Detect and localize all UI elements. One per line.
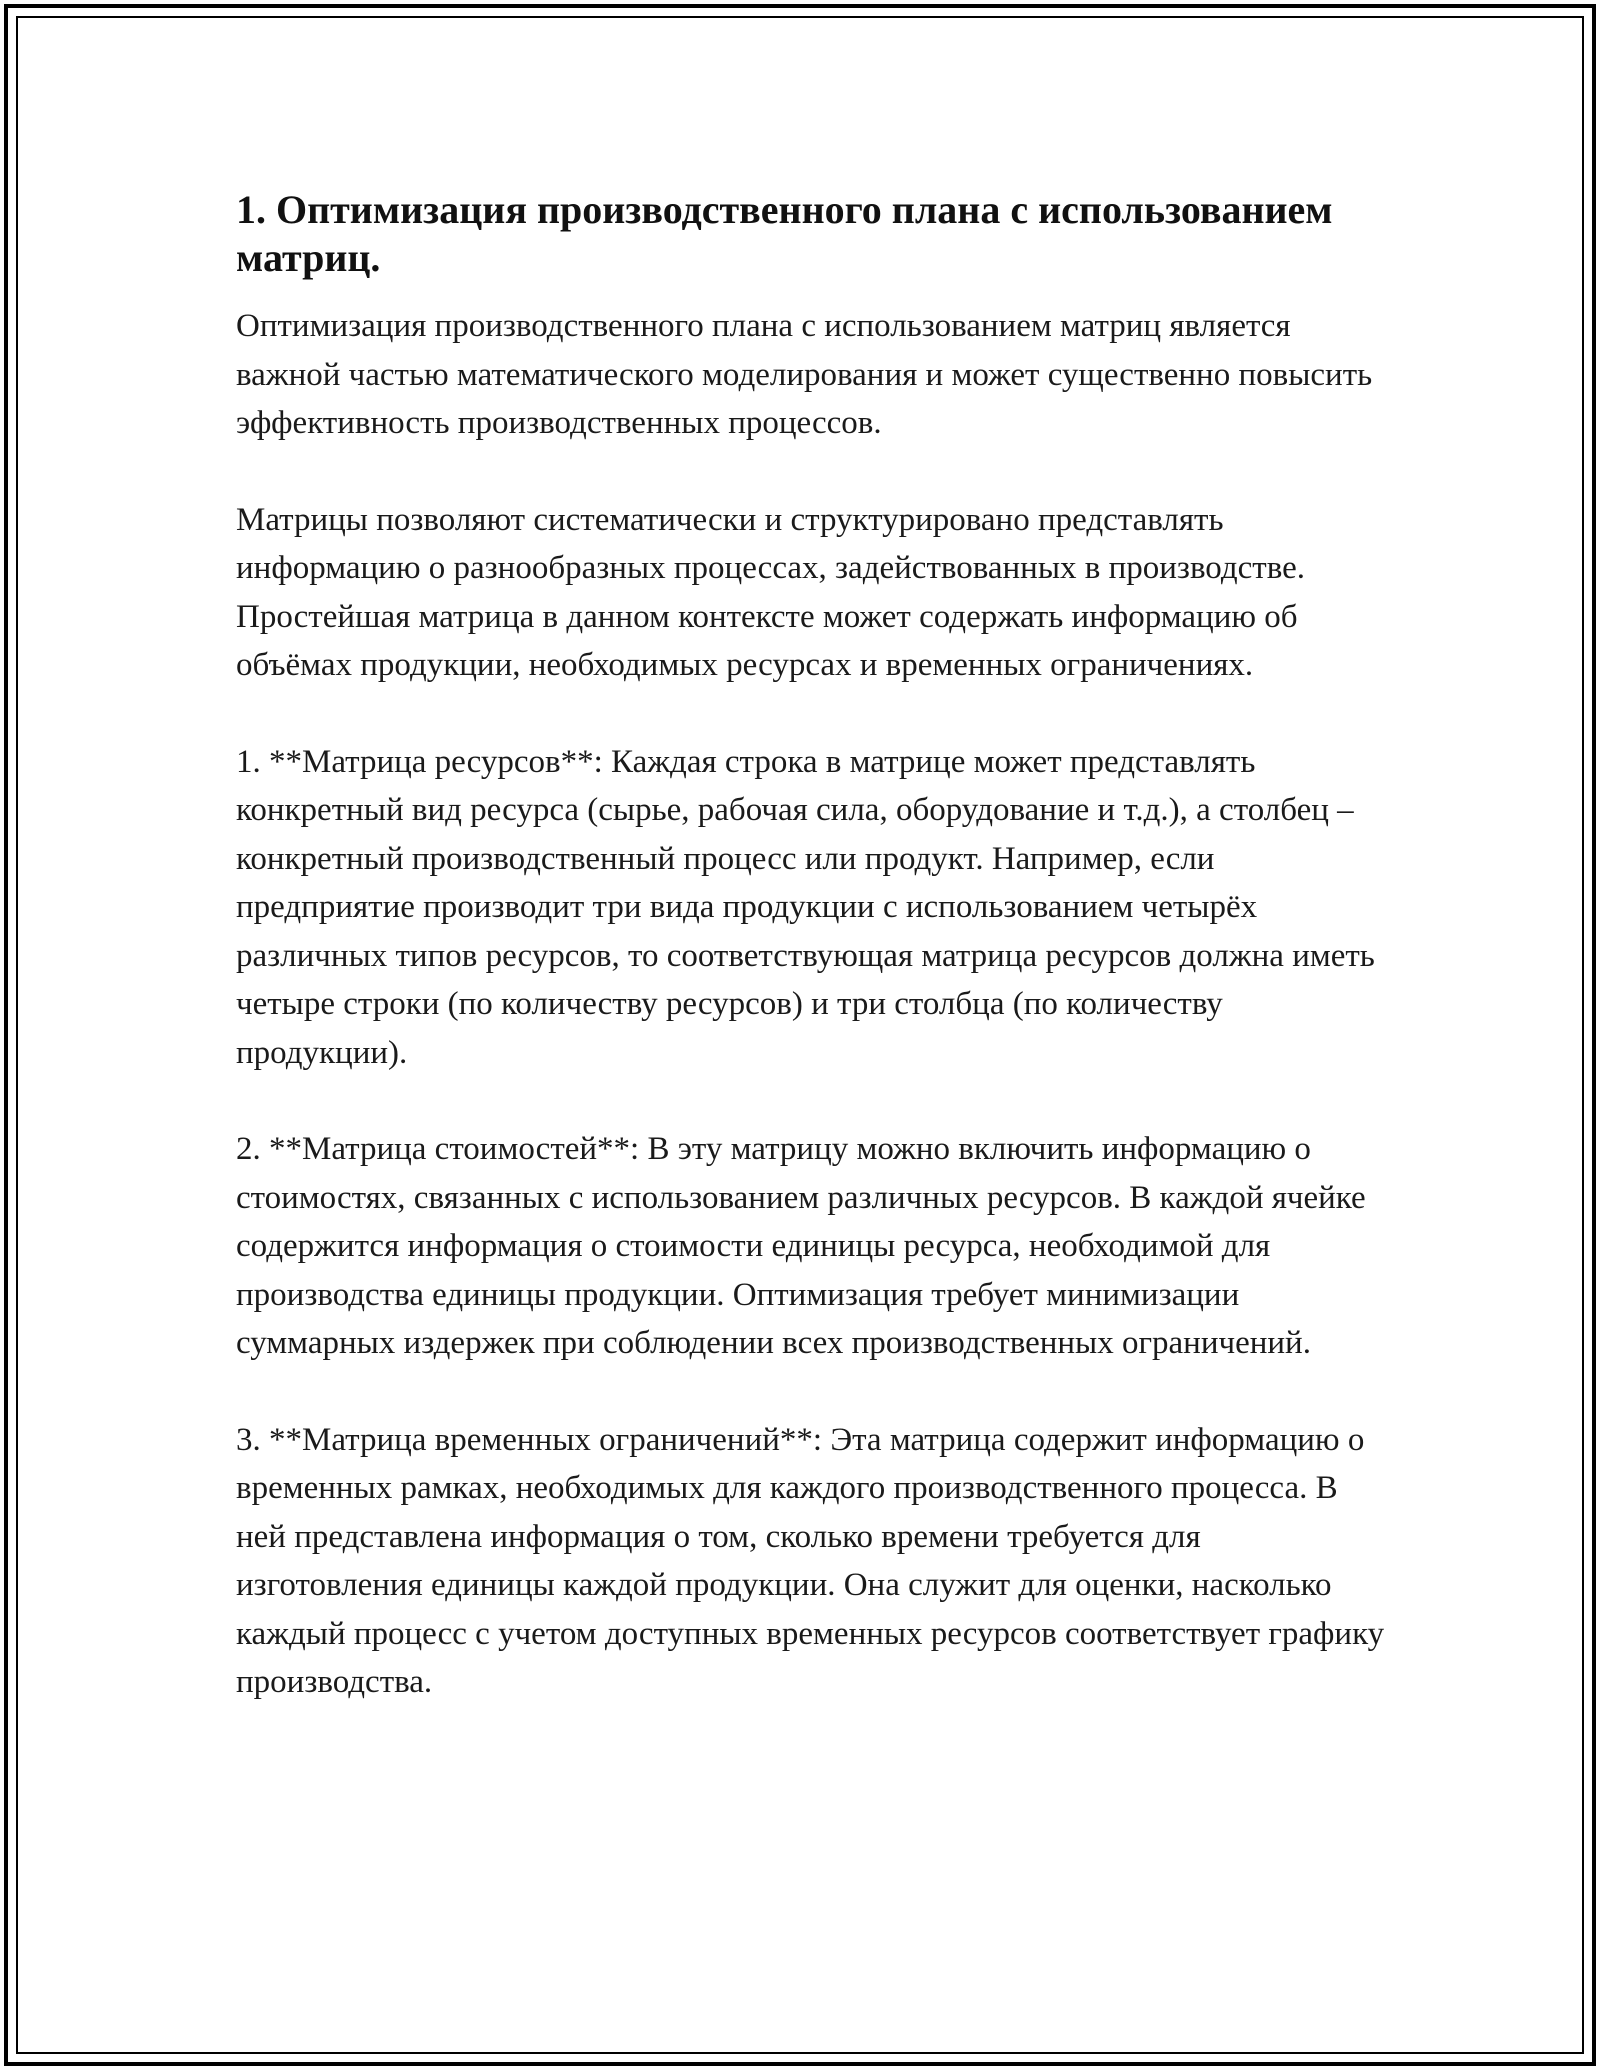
document-body xyxy=(236,186,1386,1707)
time-constraints-matrix-paragraph: 3. **Матрица временных ограничений**: Эта матрица содержит информацию о временных рамках, необходимых для каждого производственного процесса. В ней представлена информация о том, сколько времени требуется для изготовления единицы каждой продукции. Она служит для оценки, насколько каждый процесс с учетом доступных временных ресурсов соответствует графику производства. xyxy=(236,1421,1385,1700)
matrices-overview-paragraph: Матрицы позволяют систематически и структурировано представлять информацию о разнообразных процессах, задействованных в производстве. Простейшая матрица в данном контексте может содержать информацию об объёмах продукции, необходимых ресурсах и временных ограничениях. xyxy=(236,501,1305,683)
intro-paragraph: Оптимизация производственного плана с использованием матриц является важной частью математического моделирования и может существенно повысить эффективность производственных процессов. xyxy=(236,308,1373,441)
document-title: 1. Оптимизация производственного плана с использованием матриц. xyxy=(236,187,1333,280)
resource-matrix-paragraph: 1. **Матрица ресурсов**: Каждая строка в матрице может представлять конкретный вид ресурса (сырье, рабочая сила, оборудование и т.д.), а столбец – конкретный производственный процесс или продукт. Например, если предприятие производит три вида продукции с использованием четырёх различных типов ресурсов, то соответствующая матрица ресурсов должна иметь четыре строки (по количеству ресурсов) и три столбца (по количеству продукции). xyxy=(236,743,1375,1071)
cost-matrix-paragraph: 2. **Матрица стоимостей**: В эту матрицу можно включить информацию о стоимостях, связанных с использованием различных ресурсов. В каждой ячейке содержится информация о стоимости единицы ресурса, необходимой для производства единицы продукции. Оптимизация требует минимизации суммарных издержек при соблюдении всех производственных ограничений. xyxy=(236,1131,1366,1361)
